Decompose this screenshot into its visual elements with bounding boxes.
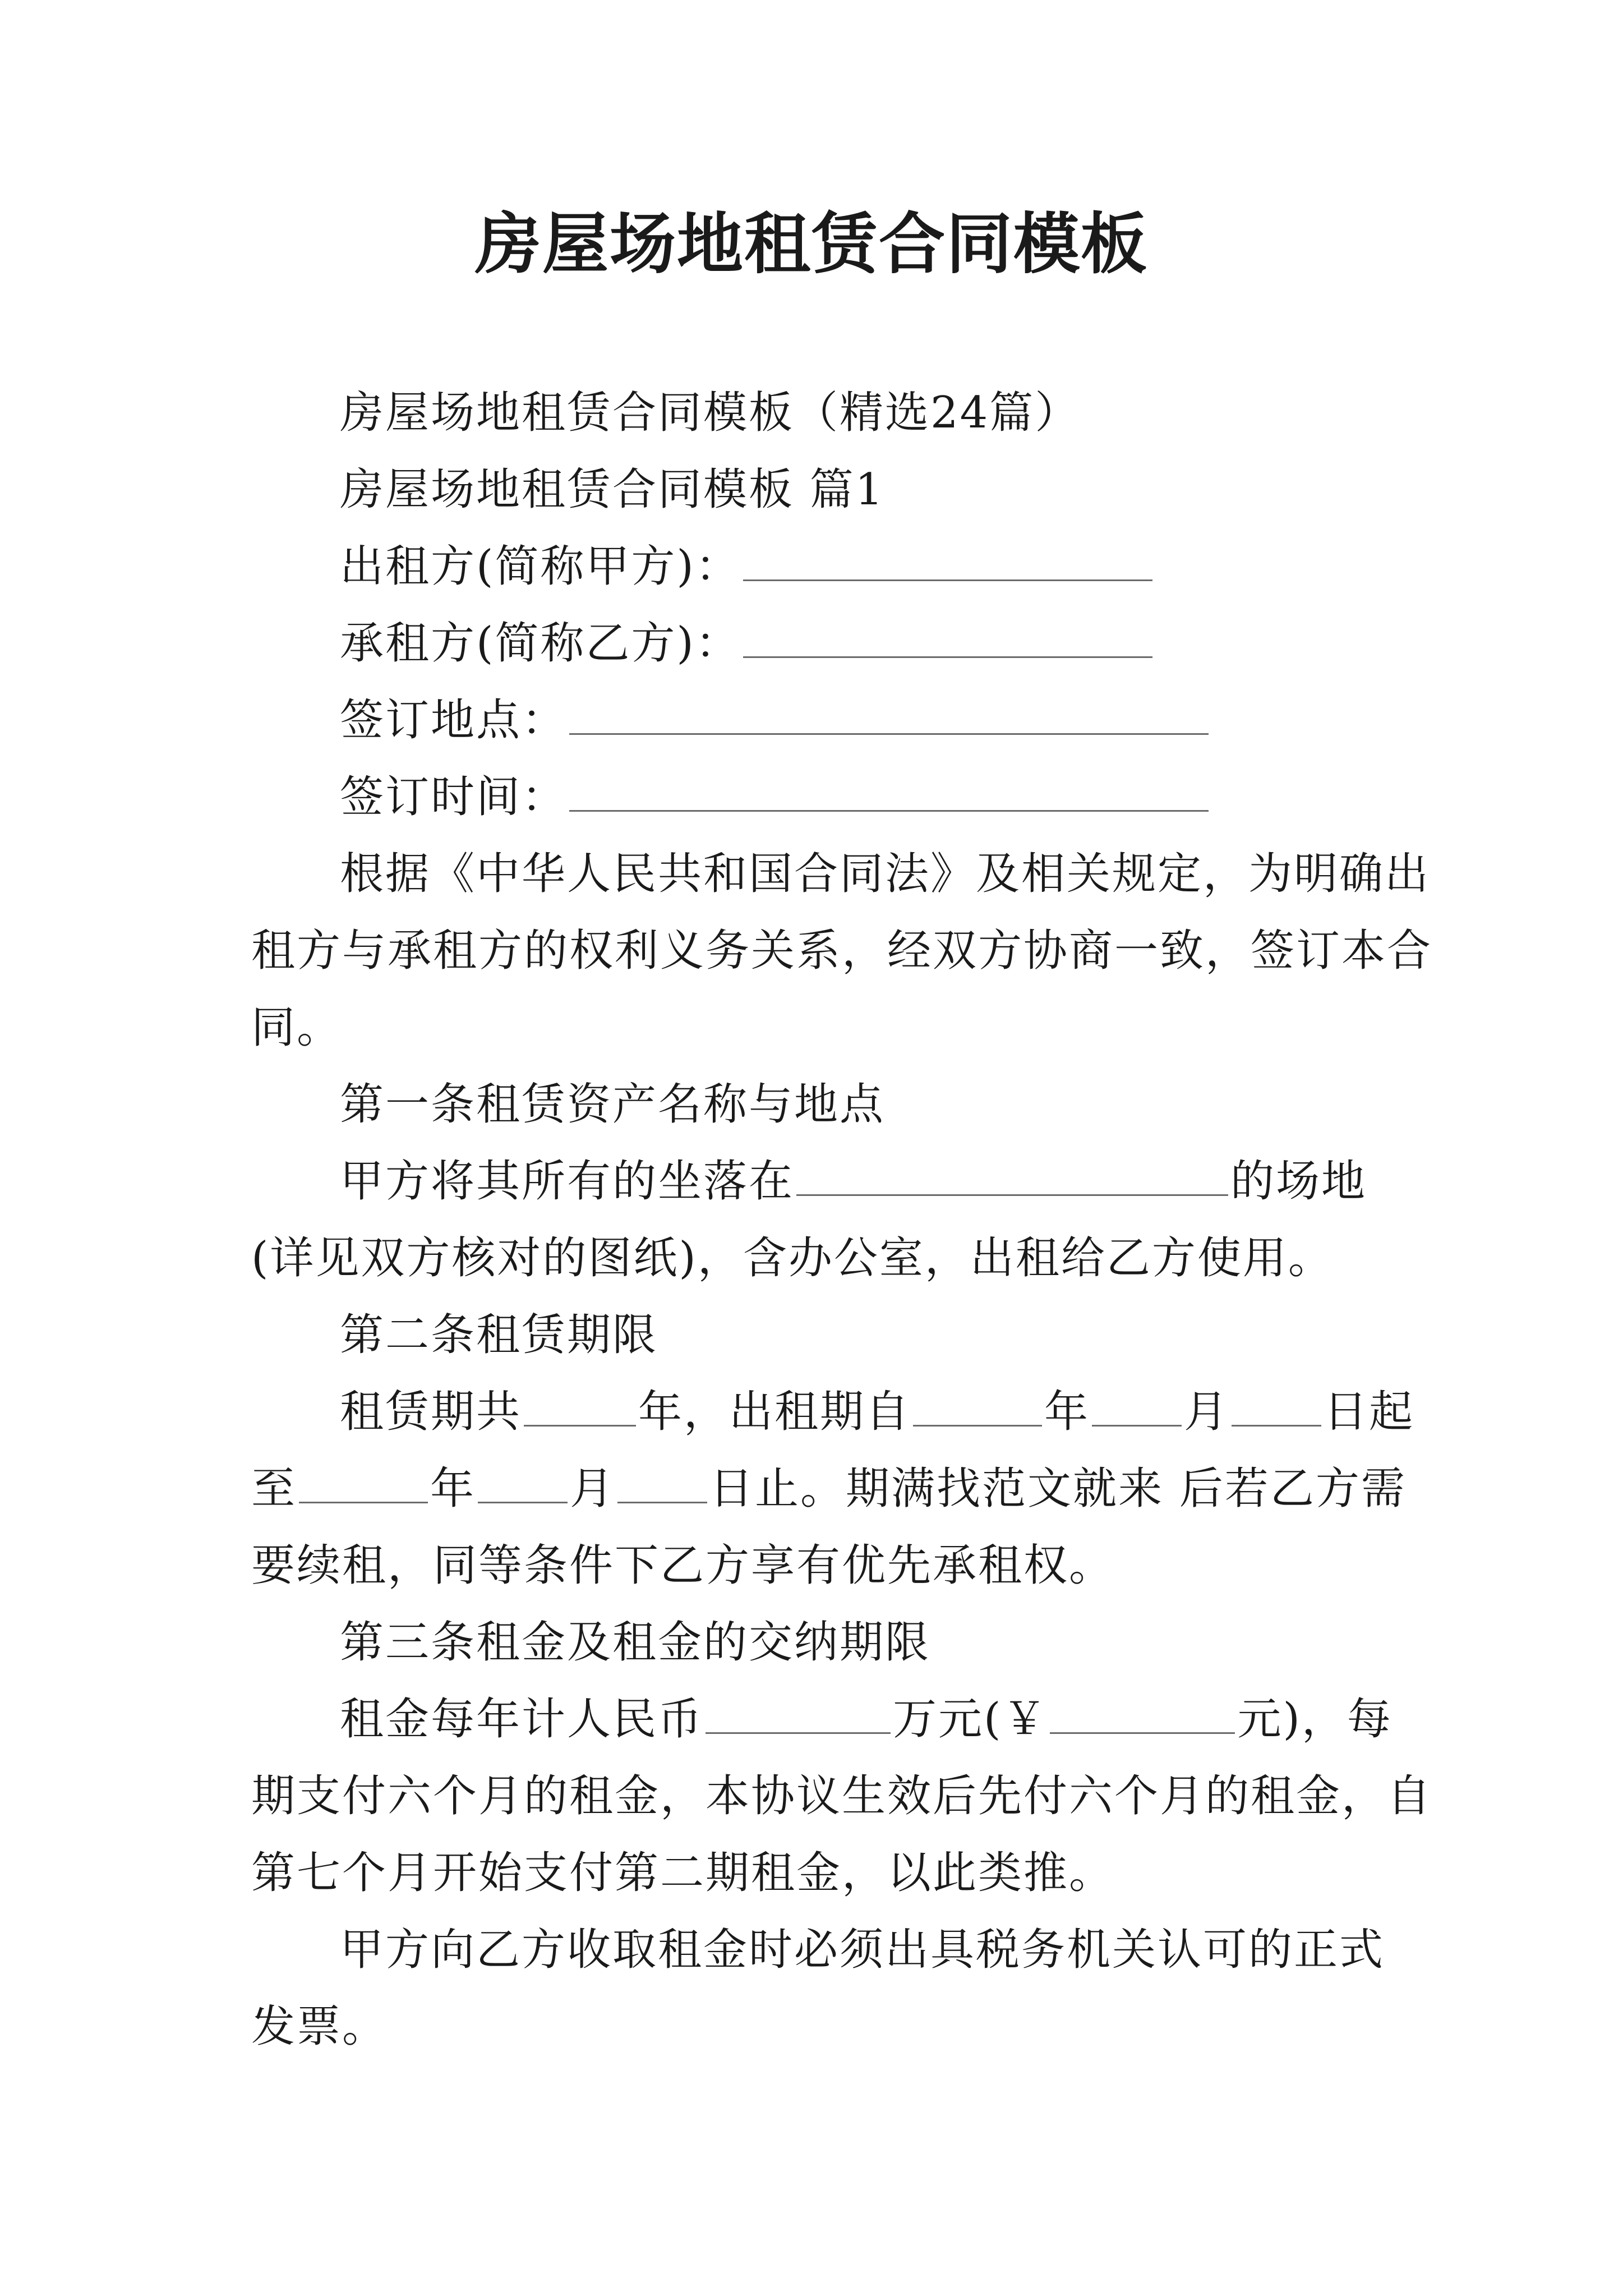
- article-2-text: 租赁期共: [340, 1387, 522, 1437]
- article-2-text: 年，出租期自: [638, 1387, 911, 1437]
- invoice-line-2: 发票。: [251, 2001, 388, 2052]
- rent-yuan-blank: [1050, 1696, 1235, 1734]
- location-blank: [796, 1158, 1228, 1196]
- invoice-line-1: 甲方向乙方收取租金时必须出具税务机关认可的正式: [340, 1925, 1385, 1975]
- article-1-text-b: 的场地: [1230, 1156, 1367, 1207]
- start-day-blank: [1232, 1389, 1321, 1427]
- lessor-line: [251, 528, 1390, 605]
- article-1-text-a: 甲方将其所有的坐落在: [340, 1156, 795, 1207]
- article-1-line-2: (详见双方核对的图纸)，含办公室，出租给乙方使用。: [251, 1233, 1334, 1283]
- article-2-text: 月: [570, 1464, 616, 1514]
- article-2-text: 年: [430, 1464, 476, 1514]
- start-month-blank: [1092, 1389, 1182, 1427]
- article-3-line-1: [251, 1681, 1393, 1758]
- lessor-blank: [743, 544, 1152, 581]
- preamble-line-3: 同。: [251, 1002, 343, 1053]
- lessee-label: 承租方(简称乙方)：: [340, 618, 741, 669]
- document-title: 房屋场地租赁合同模板: [474, 205, 1148, 283]
- start-year-blank: [913, 1389, 1042, 1427]
- article-2-line-3: 要续租，同等条件下乙方享有优先承租权。: [251, 1540, 1115, 1591]
- article-3-text: 万元(￥: [893, 1694, 1048, 1745]
- article-3-title: 第三条租金及租金的交纳期限: [340, 1617, 931, 1668]
- article-2-text: 月: [1184, 1387, 1230, 1437]
- article-2-text: 至: [251, 1464, 297, 1514]
- signing-time-blank: [569, 774, 1209, 812]
- lessee-line: [251, 605, 1390, 682]
- document-body: [251, 375, 1433, 2065]
- part-heading: 房屋场地租赁合同模板 篇1: [340, 464, 885, 515]
- preamble-line-1: 根据《中华人民共和国合同法》及相关规定，为明确出: [340, 849, 1431, 899]
- end-day-blank: [617, 1466, 707, 1503]
- article-3-text: 元)，每: [1237, 1694, 1393, 1745]
- signing-place-blank: [569, 697, 1209, 735]
- lessor-label: 出租方(简称甲方)：: [340, 541, 741, 592]
- signing-time-line: [251, 759, 1390, 836]
- article-2-line-2: [251, 1451, 1407, 1527]
- article-3-text: 租金每年计人民币: [340, 1694, 704, 1745]
- subtitle-line: 房屋场地租赁合同模板（精选24篇）: [340, 388, 1081, 438]
- preamble-line-2: 租方与承租方的权利义务关系，经双方协商一致，签订本合: [251, 926, 1433, 976]
- rent-wan-blank: [706, 1696, 891, 1734]
- article-3-line-2: 期支付六个月的租金，本协议生效后先付六个月的租金，自: [251, 1771, 1433, 1821]
- article-2-line-1: [251, 1374, 1415, 1451]
- article-1-title: 第一条租赁资产名称与地点: [340, 1079, 886, 1130]
- article-2-title: 第二条租赁期限: [340, 1310, 658, 1360]
- signing-place-line: [251, 682, 1390, 759]
- article-2-text: 日止。期满找范文就来 后若乙方需: [709, 1464, 1407, 1514]
- lessee-blank: [743, 620, 1152, 658]
- years-blank: [524, 1389, 636, 1427]
- article-3-line-3: 第七个月开始支付第二期租金，以此类推。: [251, 1848, 1115, 1898]
- article-1-line-1: [251, 1143, 1390, 1220]
- article-2-text: 年: [1044, 1387, 1090, 1437]
- article-2-text: 日起: [1324, 1387, 1415, 1437]
- signing-time-label: 签订时间：: [340, 772, 568, 822]
- end-year-blank: [299, 1466, 428, 1503]
- end-month-blank: [478, 1466, 568, 1503]
- signing-place-label: 签订地点：: [340, 695, 568, 746]
